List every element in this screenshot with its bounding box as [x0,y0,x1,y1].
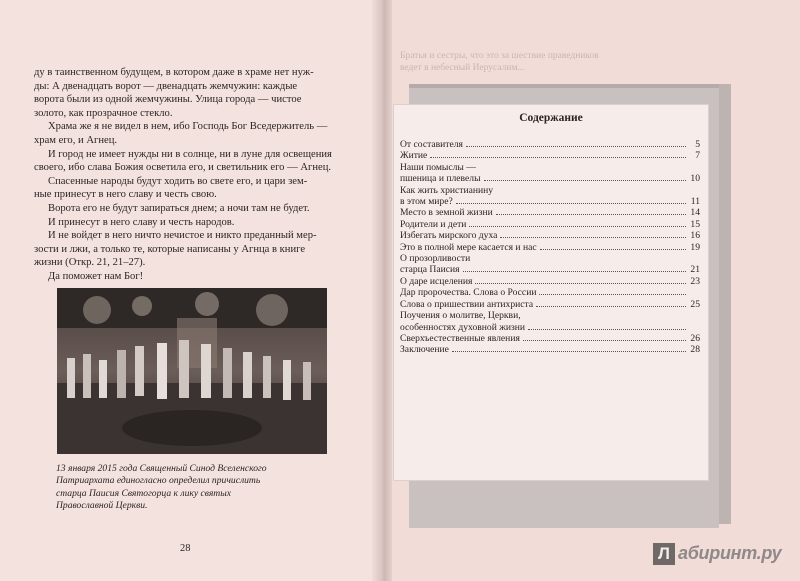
toc-leader-dots [475,282,686,284]
body-line: Да поможет нам Бог! [48,270,144,282]
toc-entry-title: Сверхъестественные явления [400,332,520,344]
toc-entry [400,207,700,218]
body-line: И город не имеет нужды ни в солнце, ни в луне для освещения [48,148,332,160]
toc-entry [400,219,700,230]
toc-leader-dots [539,293,686,295]
toc-leader-dots [452,350,686,352]
body-line: Спасенные народы будут ходить во свете его, и цари зем- [48,175,308,187]
body-line: Храма же я не видел в нем, ибо Господь Бог Вседержитель — [48,121,328,133]
watermark-logo-letter: Л [653,543,675,565]
toc-entry-title: Место в земной жизни [400,207,493,219]
body-line: И принесут в него славу и честь народов. [48,216,235,228]
toc-list [400,139,700,356]
toc-leader-dots [540,248,686,250]
body-line: зости и лжи, а только те, которые написаны у Агнца в книге [34,243,306,255]
toc-entry-title: О даре исцеления [400,275,473,287]
toc-page-number: 23 [690,275,700,287]
toc-entry-title-line: Поучения о молитве, Церкви, [400,310,521,322]
caption-line: Патриархата единогласно определил причислить [56,475,261,487]
body-line: И не войдет в него ничто нечистое и никто преданный мер- [48,230,317,242]
toc-leader-dots [523,339,686,341]
toc-entry [400,150,700,161]
body-line: золото, как прозрачное стекло. [34,107,173,119]
body-line: ды: А двенадцать ворот — двенадцать жемчужин: каждые [34,80,298,92]
body-text [34,66,352,284]
toc-entry-title: пшеница и плевелы [400,173,481,185]
toc-entry-title: Это в полной мере касается и нас [400,241,537,253]
toc-entry-title: Заключение [400,344,449,356]
toc-entry [400,139,700,150]
toc-page-number: 16 [690,230,700,242]
toc-entry [400,344,700,355]
body-line: Ворота его не будут запираться днем; а ночи там не будет. [48,202,310,214]
toc-leader-dots [500,236,686,238]
toc-entry [400,299,700,310]
toc-leader-dots [528,328,686,330]
toc-page-number: 5 [695,139,700,150]
toc-entry-title: Дар пророчества. Слова о России [400,287,537,299]
toc-leader-dots [430,156,686,158]
toc-entry [400,242,700,253]
bleed-line: ведет в небесный Иерусалим... [400,63,525,73]
toc-page-number: 15 [690,218,700,230]
bleed-line: Братья и сестры, что это за шествие праведников [400,51,599,61]
toc-entry [400,162,700,185]
toc-leader-dots [469,225,686,227]
ceremony-photo-graphic [57,288,327,454]
toc-page-number: 10 [690,173,700,185]
toc-entry-title-line: Как жить христианину [400,184,494,196]
toc-entry [400,185,700,208]
toc-entry-title: особенностях духовной жизни [400,321,526,333]
caption-line: Православной Церкви. [56,500,148,512]
church-ceremony-photo [57,288,327,454]
toc-page-number: 19 [690,241,700,253]
toc-entry-title: Слова о пришествии антихриста [400,298,534,310]
toc-page-number: 28 [690,344,700,356]
toc-leader-dots [496,213,686,215]
toc-entry-title: Избегать мирского духа [400,230,498,242]
toc-page-number: 25 [690,298,700,310]
toc-leader-dots [456,202,686,204]
toc-leader-dots [466,145,686,147]
toc-entry-title: Житие [400,150,428,162]
body-line: храм его, и Агнец. [34,134,118,146]
caption-line: 13 января 2015 года Священный Синод Вселенского [56,463,267,474]
toc-entry [400,230,700,241]
page-number-left: 28 [180,543,191,554]
toc-entry-title-line: О прозорливости [400,253,471,265]
table-of-contents [393,104,709,481]
book-gutter [372,0,394,581]
toc-leader-dots [536,305,686,307]
toc-entry [400,287,700,298]
toc-entry [400,253,700,276]
toc-page-number: 14 [690,207,700,219]
body-line: ворота были из одной жемчужины. Улица города — чистое [34,94,302,106]
toc-entry-title: старца Паисия [400,264,460,276]
toc-leader-dots [463,270,686,272]
toc-leader-dots [484,179,686,181]
toc-entry-title: От составителя [400,139,463,150]
body-line: ду в таинственном будущем, в котором даже в храме нет нуж- [34,67,314,78]
toc-entry [400,310,700,333]
gray-panel-strip [719,84,731,524]
photo-caption [56,463,330,513]
bleed-through-text [400,50,780,74]
toc-page-number: 21 [690,264,700,276]
toc-entry [400,276,700,287]
toc-entry-title: Родители и дети [400,218,467,230]
toc-page-number: 11 [690,196,700,208]
toc-page-number: 7 [695,150,700,162]
left-page [0,0,378,581]
toc-page-number: 26 [690,332,700,344]
toc-entry-title: в этом мире? [400,196,453,208]
labirint-watermark [653,541,793,569]
body-line: жизни (Откр. 21, 21–27). [34,257,146,269]
caption-line: старца Паисия Святогорца к лику святых [56,487,231,499]
toc-entry [400,333,700,344]
body-line: ные принесут в него славу и честь свою. [34,189,217,201]
toc-title: Содержание [519,112,583,124]
toc-entry-title-line: Наши помыслы — [400,161,476,173]
body-line: своего, ибо слава Божия осветила его, и светильник его — Агнец. [34,162,332,174]
watermark-text: абиринт.ру [678,543,782,563]
